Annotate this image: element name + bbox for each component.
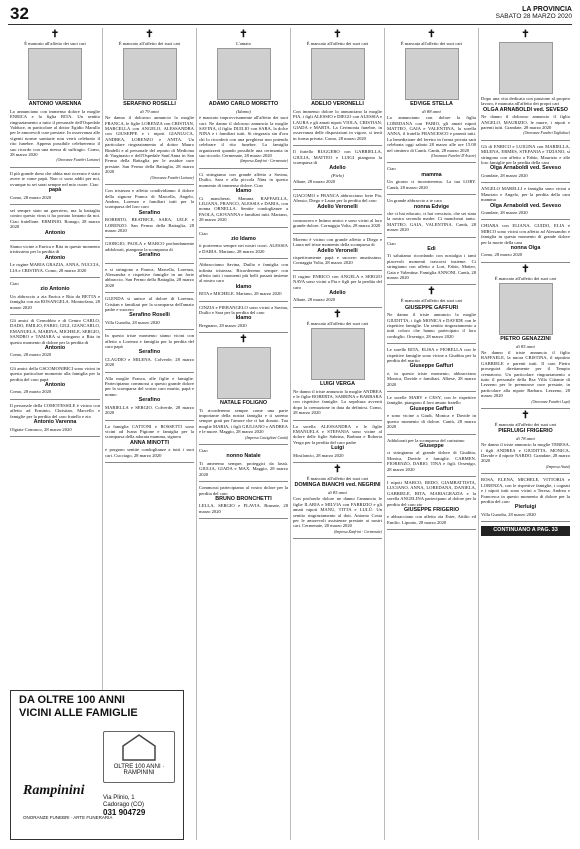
publication-date: SABATO 28 MARZO 2020 xyxy=(495,13,572,20)
obituary-notice xyxy=(10,363,100,400)
funeral-home-credit: (Impresa Aiani) xyxy=(546,464,570,469)
deceased-name: papà xyxy=(48,187,62,194)
notice-text: consuocero e Intimo amico e sono vicini al loro grande dolore. Cornaggia Volta, 28 marzo 2020 xyxy=(293,217,382,229)
notice-text: Ne danno il triste annuncio la moglie ANDREA e le figlie ROBERTA, SABRINA e BARBARA con rispettive famiglie. La sepoltura avverrà dopo la cremazione in data da definirsi. Como, 28 marzo 2020 xyxy=(293,388,382,416)
notice-signature: Villa Guardia, 28 marzo 2020 xyxy=(481,511,536,517)
notice-signature: Como, 28 marzo 2020 xyxy=(481,252,523,258)
notice-signature: LELLA, SERGIO e FLAVIA. Brunate, 28 marzo 2020 xyxy=(199,503,288,514)
portrait-photo xyxy=(499,283,553,335)
notice-signature: Villa Guardia, 28 marzo 2020 xyxy=(105,319,160,325)
notice-text: Ciao xyxy=(387,240,396,246)
ad-address xyxy=(103,795,145,816)
ad-phone: 031 904729 xyxy=(103,808,146,817)
notice-signature: Como, 28 marzo 2020 xyxy=(10,194,52,200)
funeral-home-credit: (Impresa Zanfrini - Cermenate) xyxy=(333,529,382,534)
notice-text: Gli di ENRICO e LUIGINA con MARIELLA, MILENA, ERMES, STEFANIA e TIZIANO, si stringono con affetto a Fabio, Maurizio e alle loro famiglie per la perdita della cara xyxy=(481,143,570,166)
obituary-notice xyxy=(387,195,476,237)
notice-text: Ne danno il triste annuncio la moglie TERESA, i figli ANDREA e GIUDITTA, MONICA, Davide e il nipote NARDO. Grandate, 28 marzo 2020 xyxy=(481,442,570,464)
obituary-notice xyxy=(199,259,288,301)
obituary-notice xyxy=(387,163,476,195)
deceased-name: Olga Arnaboldi ved. Seveso xyxy=(489,202,562,209)
notice-text: Gli amici della GSCOMONIBICI sono vicini in questo particolare momento alla famiglia per la perdita del caro papà xyxy=(10,365,100,382)
deceased-name: Pierluigi xyxy=(514,504,537,511)
deceased-name: SERAFINO ROSELLI xyxy=(123,101,176,108)
deceased-name: nonna Olga xyxy=(510,244,541,251)
cross-icon: ✝ xyxy=(239,334,248,346)
notice-signature: Como, 28 marzo 2020 xyxy=(10,389,52,395)
notice-signature: Grandate, 28 marzo 2020 xyxy=(481,172,528,178)
notice-text: La famiglia CATTONI e ROSSETTI sono vicini ad Ivana Pigione e famiglia per la scomparsa della adorata mamma, signora xyxy=(105,423,194,440)
ad-headline-2: VICINI ALLE FAMIGLIE xyxy=(19,707,138,719)
funeral-home-credit: (Impresa Zanfrini - Cermenate) xyxy=(239,159,288,164)
notice-text: Lo annunciano con dolore la figlia LOREDANA con FABIO, gli amati nipoti MATTEO, GAIA e VALENTINA, la sorella ANNA, il fratello FRANCESCO e parenti tutti. La benedizione del feretro in forma privata sarà celebrata oggi sabato 28 marzo alle ore 15.00 nel cimitero di Cantù. Cantù, 28 marzo 2020 xyxy=(387,115,476,153)
portrait-photo xyxy=(28,48,82,100)
portrait-photo xyxy=(217,347,271,399)
notice-text: Siamo vicine a Enrica e Rita in questo momento tristissimo per la perdita di xyxy=(10,243,100,255)
notice-signature: e porgono sentite condoglianze a tutti i suoi cari. Cucciago, 28 marzo 2020 xyxy=(105,447,194,458)
notice-text: Ti ricorderemo sempre come una parte importante della nostra famiglia e ti saremo sempre grati per l'amore che ci hai donato. Tua moglie MARIA, i figli GIULIANO e ANDREA e le nuore. Maggio, 28 marzo 2020 xyxy=(199,407,288,435)
name-detail: (Idamo) xyxy=(236,108,251,114)
portrait-photo xyxy=(123,48,177,100)
obituary-notice xyxy=(293,146,382,189)
notice-intro: È mancato all'affetto dei suoi cari xyxy=(494,422,557,428)
cross-icon: ✝ xyxy=(333,29,342,40)
deceased-name: Edi xyxy=(427,245,436,252)
obituary-notice xyxy=(10,241,100,278)
notice-signature: MARIELLA e SERGIO. Colverde, 28 marzo 2020 xyxy=(105,404,194,416)
notice-signature: Grandate, 28 marzo 2020 xyxy=(481,209,528,215)
obituary-notice xyxy=(293,463,382,539)
obituary-notice xyxy=(293,271,382,308)
obituary-notice xyxy=(10,28,100,168)
notice-signature: e sono vicine a Giudi, Monica e Davide in questo momento di dolore. Cantù, 28 marzo 2020 xyxy=(387,413,476,430)
obituary-notice xyxy=(293,308,382,421)
notice-signature: Olgiate Comasco, 28 marzo 2020 xyxy=(10,426,72,432)
notice-text: GIACOMO e FRANCA abbracciano forte Pia, Alessio, Diego e Laura per la perdita del caro xyxy=(293,192,382,204)
obituary-notice xyxy=(387,477,476,530)
deceased-name: Serafino xyxy=(138,209,161,216)
deceased-name: Antonio xyxy=(44,382,66,389)
obituary-notice xyxy=(481,220,570,262)
obituary-notice xyxy=(387,435,476,477)
notice-text: Il cugino ENRICO con ANGELA e SERGIO NAVA sono vicini a Pia e figli per la perdita del caro xyxy=(293,273,382,290)
notice-text: Gli amici di Cernobbio e di Centro CARLO, DADO, EMILIO, FABIO, GIGI, GIANCARLO, EMANUELA, MARINA, MICHELE, SERGIO, SANDRO e TAMARA si stringono a Rita in questo momento di dolore per la perdita di xyxy=(10,318,100,345)
deceased-name: Antonio xyxy=(44,345,66,352)
portrait-photo xyxy=(499,42,553,94)
deceased-name: OLGA ARNABOLDI ved. SEVESO xyxy=(483,106,568,113)
deceased-name: Serafino xyxy=(138,349,161,356)
notice-text: Ciao xyxy=(387,166,396,172)
deceased-name: Olga Arnaboldi ved. Seveso xyxy=(489,165,562,172)
obituary-notice xyxy=(293,28,382,146)
obituary-notice xyxy=(105,330,194,372)
notice-text: Addolorati per la scomparsa del carissimo xyxy=(387,437,465,443)
notice-text: Un grande abbraccio a te cara xyxy=(387,198,442,204)
notice-signature: ROBERTO, BEATRICE, SARA, LELE e LORENZO. San Fermo della Battaglia, 28 marzo 2020 xyxy=(105,217,194,233)
ad-logo xyxy=(103,731,175,783)
deceased-name: nonna Edvige xyxy=(413,203,450,210)
deceased-name: Giuseppe Gaffuri xyxy=(409,363,454,370)
cross-icon: ✝ xyxy=(427,286,436,298)
notice-intro: È mancata all'affetto dei suoi cari xyxy=(400,41,463,46)
obituary-notice xyxy=(105,185,194,238)
notice-text: sei sempre stato un guerriero, ma la battaglia contro questo virus ti ha portato lontano da noi. Ciao fratellone. ERMINIO. Ronago, 28 marzo 2020 xyxy=(10,207,100,230)
deceased-name: Giuseppe Gaffuri xyxy=(409,405,454,412)
funeral-home-credit: (Onoranze Funebri D'Astore) xyxy=(431,154,476,159)
deceased-name: GIUSEPPE FRIGERIO xyxy=(403,506,460,513)
obituary-notice xyxy=(481,28,570,141)
deceased-name: ANNA MINOTTI xyxy=(129,439,170,446)
portrait-photo xyxy=(311,48,365,100)
name-detail: di 85 anni xyxy=(516,343,535,349)
notice-text: CINZIA e PIERANGELO sono vicini a Savina, Duilio e Sara per la perdita del caro xyxy=(199,304,288,315)
cross-icon: ✝ xyxy=(521,410,530,422)
obituary-notice xyxy=(199,228,288,260)
notice-intro: È mancato all'affetto dei suoi cari xyxy=(400,298,463,304)
deceased-name: Antonio Varenna xyxy=(33,419,77,426)
notice-text: Ciao xyxy=(10,280,19,286)
notice-text: Il personale della COMOTESSILE è vicino con affetto ad Erminio, Christian, Marcello e famiglie per la perdita del caro fratello e zio xyxy=(10,402,100,419)
notice-signature: RITA e MICHELE. Mariano, 28 marzo 2020 xyxy=(199,291,282,297)
ad-street: Via Plinio, 1 xyxy=(103,795,135,801)
name-detail: di 88 anni xyxy=(422,108,441,114)
deceased-name: EDVIGE STELLA xyxy=(410,101,453,108)
notice-text: Ne danno il doloroso annuncio la moglie FRANCA, le figlie LORENZA con CRISTIAN, MARCELLA con ANGELO, ALESSANDRA con GIUSEPPE e i nipoti GIANLUCA, ANDREA, LORENZO e ANITA. Un particolare ringraziamento al dottor Mauro Bindelli e al personale del reparto di Medicina di Varginasio e dell'Ospedale Sant'Anna in San Fermo della Battaglia per le assidue cure prestate. San Fermo della Battaglia, 28 marzo 2020 xyxy=(105,115,194,175)
deceased-name: Serafino xyxy=(138,252,161,259)
cross-icon: ✝ xyxy=(239,29,248,40)
deceased-name: nonno Natale xyxy=(226,453,261,460)
notice-intro: È mancato all'affetto dei suoi cari xyxy=(24,41,86,46)
deceased-name: mamma xyxy=(421,171,442,178)
notice-signature: ti porteremo sempre nei nostri cuori. ALESSIA e DARIA. Mariano, 28 marzo 2020 xyxy=(199,243,288,254)
portrait-photo xyxy=(311,328,365,380)
notice-signature: Ti salutiamo ricordando con nostalgia i tanti piacevoli momenti trascorsi insieme. Ci stringiamo con affetto a Lori, Fabio, Matteo, Gaia e Valentina. Famiglia ANNONI. Cantù, 28 marzo 2020 xyxy=(387,253,476,280)
deceased-name: Idamo xyxy=(235,188,252,195)
notice-text: Il fratello RUGGERO con GABRIELLA, GIULIA, MATTEO e LUIGI piangono la scomparsa di xyxy=(293,149,382,166)
notice-text: In questo triste momento siamo vicini con affetto a Lorenza e famiglia per la perdita del caro papà xyxy=(105,333,194,350)
page-header xyxy=(8,6,572,25)
obituary-notice xyxy=(105,373,194,421)
notice-text: Le sorelle RITA, ELISA e FIORELLA con le rispettive famiglie sono vicine a Giuditta per la perdita del marito xyxy=(387,347,476,364)
notice-text: ANGELO MARELLI e famiglia sono vicini a Maurizio e Angelo, per la perdita della cara mamma xyxy=(481,186,570,203)
notice-intro: È mancato all'affetto dei suoi cari xyxy=(306,41,369,46)
deceased-name: ANTONIO VARENNA xyxy=(28,101,82,108)
notice-signature: Un abbraccio a zia Enrica e Rita da BETTA e famiglia con zia ROSANGELA. Montorfano, 28 marzo 2020 xyxy=(10,293,100,310)
obituary-notice xyxy=(293,234,382,271)
notice-text: Ciao xyxy=(199,230,208,236)
deceased-name: PIERLUIGI FRIGERIO xyxy=(498,428,553,435)
notice-signature: Ne danno il doloroso annuncio il figlio ANGELO, MAURIZIO, le nuore, i nipoti e parenti tutti. Grandate, 28 marzo 2020 xyxy=(481,114,570,131)
deceased-name: ADELIO VERONELLI xyxy=(311,101,364,108)
notice-signature: ci stringiamo al grande dolore di Giuditta, Monica, Davide e famiglie. CARMEN, FIORENZO, DARIO, TINA e figli. Orsenigo, 28 marzo 2020 xyxy=(387,450,476,472)
obituary-notice xyxy=(199,482,288,519)
obituary-notice xyxy=(199,28,288,169)
notice-text: GLENDA si unisce al dolore di Lorenza, Cristian e familiari per la scomparsa dell'amato padre e suocero xyxy=(105,296,194,312)
deceased-name: BRUNO BRONCHETTI xyxy=(215,495,272,502)
notice-signature: e, in questo triste momento, abbracciano Monica, Davide e familiari. Albese, 28 marzo 2020 xyxy=(387,370,476,387)
obituary-notice xyxy=(10,168,100,205)
deceased-name: LUIGI VERGA xyxy=(319,381,356,388)
notice-intro: È mancato all'affetto dei suoi cari xyxy=(118,41,181,46)
notice-text: Con tristezza e affetto condividiamo il dolore della signora Franca di Marcella, Angelo, Andrea, Lorenzo e familiari tutti per la scomparsa del loro caro xyxy=(105,188,194,210)
funeral-home-credit: (Onoranze Funebri Tagliabue) xyxy=(523,131,570,136)
notice-text: Dopo una vita dedicata con passione al proprio lavoro, è mancata all'affetto dei propri cari xyxy=(481,96,570,107)
notice-signature: Le cugine MARIA GRAZIA, ANNA, NUCCIA, LIA e CRISTINA. Como, 28 marzo 2020 xyxy=(10,262,100,273)
deceased-name: PIETRO GENAZZINI xyxy=(500,336,551,343)
deceased-name: Adelio Veronelli xyxy=(317,203,358,210)
notice-text: è mancato improvvisamente all'affetto dei suoi cari. Ne danno il doloroso annuncio la moglie SAVINA, il figlio DUILIO con SARA, la dolce NINA e i familiari tutti. Si ringrazia sin d'ora chi lo ricorderà con una preghiera non potendo celebrare il rito funebre. La famiglia organizzerà quando possibile una cerimonia in suo ricordo. Cermenate, 28 marzo 2020 xyxy=(199,115,288,159)
ad-city: Cadorago (CO) xyxy=(103,802,145,808)
notice-text: Ciao xyxy=(199,448,208,454)
notice-intro: L'amato xyxy=(236,41,251,46)
obituary-notice xyxy=(105,264,194,294)
deceased-name: zio Antonio xyxy=(40,286,70,293)
obituary-column xyxy=(384,28,478,840)
notice-text: Moreno è vicino con grande affetto a Diego e Laura nel triste momento della scomparsa di xyxy=(293,236,382,248)
cross-icon: ✝ xyxy=(521,263,530,275)
obituary-notice xyxy=(481,183,570,220)
notice-signature: che ci hai educato, ci hai cresciuto, che sei stata la nostra seconda madre. Ci mancherai tanto. MATTEO, GAIA, VALENTINA. Cantù, 28 marzo 2020 xyxy=(387,210,476,233)
deceased-name: DOMINGA BIANCHI ved. NEGRINI xyxy=(294,482,381,489)
notice-signature: Albate, 28 marzo 2020 xyxy=(293,179,336,185)
obituary-notice xyxy=(10,278,100,315)
name-detail: di 78 anni xyxy=(516,435,535,441)
obituary-notice xyxy=(199,169,288,228)
deceased-name: Adelio xyxy=(329,289,346,296)
obituary-notice xyxy=(293,190,382,215)
notice-signature: Bregnano, 28 marzo 2020 xyxy=(199,322,247,328)
cross-icon: ✝ xyxy=(427,29,436,40)
obituary-notice xyxy=(481,263,570,409)
notice-text: Ne danno il triste annuncio il figlio RAFFAELE, la nuora CRISTINA, il nipotino GABRIELE e parenti tutti. Il caro Pietro proseguirà direttamente per il Tempio crematorio. Un particolare ringraziamento a tutto il personale della Rsa Villa Cittante di Lezzeno per le premurose cure prestate, in particolare alla nipote Barbara. Lezzeno, 28 marzo 2020 xyxy=(481,349,570,399)
deceased-name: Luigi xyxy=(331,445,344,452)
notice-signature: Ci mancherai. Mamma RAFFAELLA, LILIANA, FRANCO, ALESSIA e DARIA, con nonna ORNELLA. Sentite condoglianze a PAOLA, GIOVANNA e familiari tutti. Mariano, 28 marzo 2020 xyxy=(199,195,288,223)
notice-text: Commossi partecipiamo al vostro dolore per la perdita del caro xyxy=(199,485,288,496)
obituary-notice xyxy=(10,400,100,437)
notice-text: Abbracciamo Savina, Duilio e famiglia con infinita tristezza. Ricorderemo sempre con affetto tutti i momenti più belli passati insieme al nostro caro xyxy=(199,262,288,284)
cross-icon: ✝ xyxy=(333,464,342,476)
notice-text: GIORGIO, PAOLA e MARCO profondamente addolorati, piangono la scomparsa di xyxy=(105,241,194,252)
notice-signature: Albate, 28 marzo 2020 xyxy=(293,297,336,303)
obituary-notice xyxy=(387,28,476,163)
obituary-notice xyxy=(293,421,382,463)
deceased-name: zio Idamo xyxy=(231,235,256,242)
notice-text: Con profondo dolore ne danno l'annuncio le figlie ILARIA e MILVIA con FABRIZIO e gli amati nipoti MANU, TITTA e LULÙ. Un sentito ringraziamento al dott. Antonio Costa per le amorevoli assistenze prestate ai nostri cari. Cermenate, 28 marzo 2020 xyxy=(293,496,382,529)
house-icon xyxy=(119,732,159,762)
notice-text: Ci stringiamo con grande affetto a Savina, Duilio, Sara e alla piccola Nina in questo momento di immenso dolore. Ciao xyxy=(199,171,288,188)
deceased-name: Antonio xyxy=(44,229,66,236)
obituary-notice xyxy=(10,315,100,363)
name-detail: (Pielo) xyxy=(331,172,344,178)
obituary-notice xyxy=(387,285,476,344)
obituary-notice xyxy=(10,205,100,241)
notice-text: Il più grande dono che abbia mai ricevuto è stato avere te come papà. Non ci sono addii per noi, ovunque tu sei sarai sempre nel mio cuore. Ciao xyxy=(10,170,100,187)
deceased-name: Adelio Veronelli xyxy=(317,247,358,254)
notice-intro: È mancato all'affetto dei suoi cari xyxy=(306,320,369,326)
notice-signature: Como, 28 marzo 2020 xyxy=(10,352,52,358)
notice-signature: Ti ameremo sempre, proteggici da lassù. GIULIA, GIADA e MAX. Maggio, 28 marzo 2020 xyxy=(199,460,288,477)
deceased-name: Adelio xyxy=(329,165,346,172)
cross-icon: ✝ xyxy=(521,29,530,40)
obituary-notice xyxy=(105,238,194,263)
portrait-photo xyxy=(405,48,459,100)
notice-intro: È mancato all'affetto dei suoi cari xyxy=(494,275,557,281)
obituary-column xyxy=(290,28,384,840)
obituary-notice xyxy=(387,392,476,434)
notice-text: CHIARA con ELIANA, GUIDO, ELIA e MIRCO sono vicini con affetto ad Alessandro e famiglia in questo momento di grande dolore per la morte della cara xyxy=(481,223,570,245)
notice-text: Alla moglie Franca, alle figlie e famiglie. Partecipiamo commossi a questo grande dolore per la scomparsa del vostro caro marito, papà e nonno xyxy=(105,375,194,397)
obituary-column xyxy=(478,28,572,840)
obituary-notice xyxy=(105,421,194,463)
portrait-photo xyxy=(217,48,271,100)
deceased-name: Idamo xyxy=(235,283,252,290)
obituary-notice xyxy=(105,293,194,330)
deceased-name: Serafino xyxy=(138,397,161,404)
funeral-home-credit: (Impresa Castiglioni Cantù) xyxy=(245,435,288,440)
ad-logo-text: OLTRE 100 ANNI · RAMPININI xyxy=(113,764,165,776)
continued-banner: CONTINUANO A PAG. 33 xyxy=(481,526,570,535)
funeral-home-ad[interactable] xyxy=(10,690,184,840)
deceased-name: Serafino Roselli xyxy=(129,312,170,319)
obituary-notice xyxy=(481,409,570,474)
obituary-column xyxy=(196,28,290,840)
obituary-notice xyxy=(105,28,194,185)
notice-intro: È mancato all'affetto dei suoi cari xyxy=(306,476,369,482)
ad-services: ONORANZE FUNEBRI · ARTE FUNERARIA xyxy=(23,815,113,820)
obituary-notice xyxy=(199,445,288,482)
notice-signature: Mosilancio, 28 marzo 2020 xyxy=(293,452,344,458)
ad-headline-1: DA OLTRE 100 ANNI xyxy=(19,694,125,706)
obituary-notice xyxy=(199,302,288,334)
cross-icon: ✝ xyxy=(333,308,342,320)
notice-text: Ne danno il triste annuncio la moglie GIUDITTA, i figli MONICA e DAVIDE con le rispettive famiglie. Un sentito ringraziamento a tutti coloro che hanno partecipato il loro cordoglio. Orsenigo, 28 marzo 2020 xyxy=(387,312,476,339)
obituary-notice xyxy=(481,141,570,183)
name-detail: di 79 anni xyxy=(140,108,159,114)
funeral-home-credit: (Onoranze Funebri Lariane) xyxy=(56,158,100,163)
name-detail: di 85 anni xyxy=(328,489,347,495)
notice-text: ROSA, ELENA, MICHELE, VITTORIA e LORENZA, con le rispettive famiglie, i cognati e i nipoti tutti sono vicini a Teresa, Andrea e Francesca in questo momento di dolore per la perdita del caro xyxy=(481,477,570,504)
deceased-name: GIUSEPPE GAFFURI xyxy=(404,304,458,311)
deceased-name: Giuseppe xyxy=(419,442,444,449)
obituary-notice xyxy=(481,474,570,522)
notice-signature: rispettivamente papà e suocero amatissimo. Cornaggia Volta, 28 marzo 2020 xyxy=(293,254,382,266)
ad-brand: Rampinini xyxy=(23,783,85,798)
notice-text: La sorella ALESSANDRA e le figlie EMANUELA e STEFANIA sono vicine al dolore delle figlie Sabrina, Barbara e Roberta Verga per la perdita del caro padre xyxy=(293,423,382,445)
publication-info xyxy=(496,6,572,20)
obituary-notice xyxy=(387,344,476,392)
deceased-name: Antonio xyxy=(44,254,66,261)
deceased-name: Idamo xyxy=(235,315,252,322)
obituary-notice xyxy=(199,333,288,445)
obituary-notice xyxy=(387,238,476,286)
funeral-home-credit: (Onoranze Funebri Lariane) xyxy=(150,175,194,180)
funeral-home-credit: (Onoranze Funebri Lupi) xyxy=(531,399,570,404)
notice-signature: Un giorno ci incontreremo. La tua LORY. Cantù, 28 marzo 2020 xyxy=(387,179,476,190)
cross-icon: ✝ xyxy=(145,29,154,40)
page-number: 32 xyxy=(10,4,29,23)
deceased-name: NATALE FOLIGNO xyxy=(219,400,268,407)
notice-signature: CLAUDIO e MILENA. Colverde, 28 marzo 2020 xyxy=(105,356,194,368)
publication-name: LA PROVINCIA xyxy=(522,6,572,13)
notice-signature: e abbracciano con affetto zia Ester, Attilio ed Emilio. Liponio, 28 marzo 2020 xyxy=(387,514,476,525)
notice-text: e si stringono a Franca, Marcella, Lorenza, Alessandra e rispettive famiglie in un forte abbraccio. San Fermo della Battaglia, 28 marzo 2020 xyxy=(105,266,194,288)
notice-text: Con immenso dolore lo annunciano la moglie PIA, i figli ALESSIO e DIEGO con ALESSIA e LAURA e gli amati nipoti VIOLA, CRISTIAN, GIADA e MARTA. La Cerimonia funebre, in osservanza delle disposizioni in vigore, si terrà in forma privata. Como, 28 marzo 2020 xyxy=(293,108,382,141)
obituary-notice xyxy=(293,215,382,234)
notice-text: Lo annunciano con immenso dolore la moglie ENRICA e la figlia RITA. Un sentito ringraziamento a tutto il personale dell'Ospedale Valduce, in particolare al dottor Egidio Marullo per le amorevoli cure prestate. In osservanza alle vigenti norme sanitarie non verrà celebrato il rito funebre. Appena possibile celebreremo il suo ricordo con una messa di suffragio. Como, 28 marzo 2020 xyxy=(10,108,100,158)
notice-text: I nipoti MARCO, REDO, GIAMBATTISTA, LUCIANO, ANNA, LOREDANA, DANIELA, GABRIELE, RITA, MARIAGRAZIA e la sorella ANGELINA partecipano al dolore per la perdita del caro zio xyxy=(387,479,476,507)
cross-icon: ✝ xyxy=(50,29,60,40)
notice-text: Le sorelle MARY e CESY, con le rispettive famiglie, piangono il loro amato fratello xyxy=(387,395,476,406)
deceased-name: ADAMO CARLO MORETTO xyxy=(208,101,279,108)
